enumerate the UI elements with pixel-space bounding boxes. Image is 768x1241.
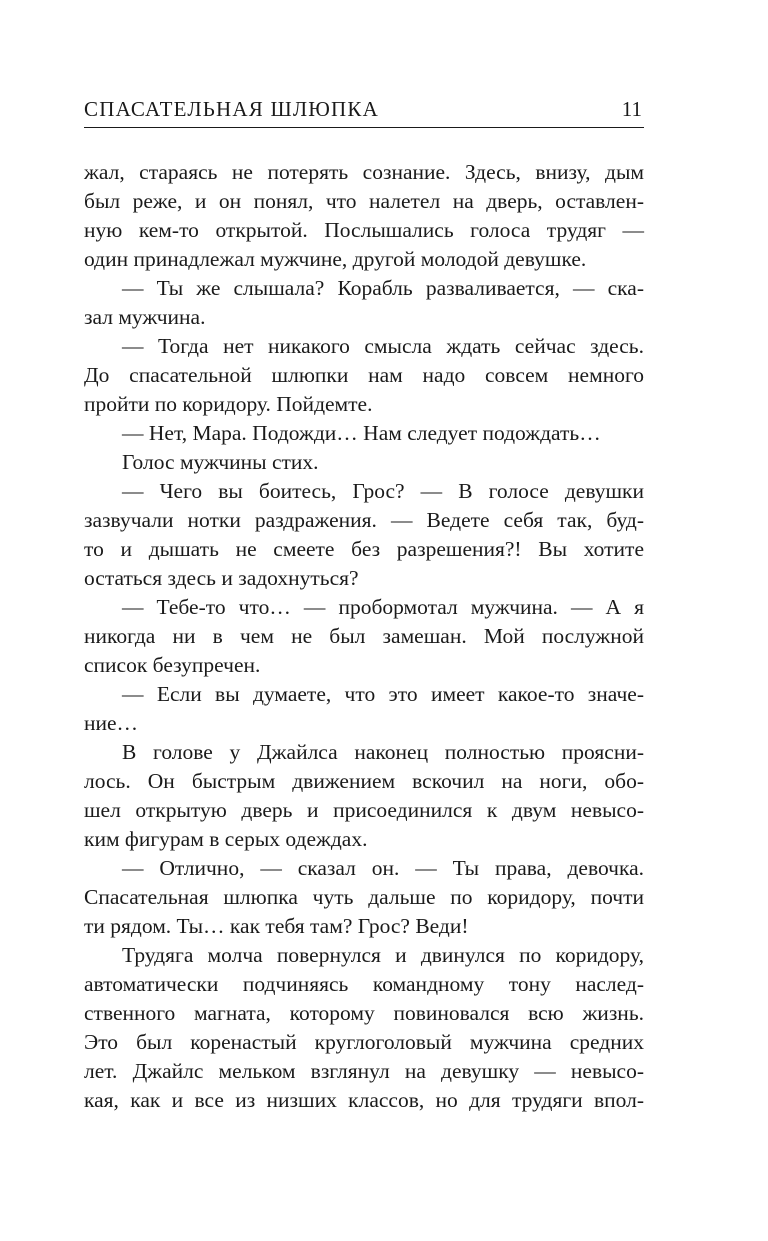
text-line: ким фигурам в серых одеждах. xyxy=(84,827,368,851)
text-line: то и дышать не смеете без разрешения?! Вы хотите xyxy=(84,537,644,561)
text-line: Трудяга молча повернулся и двинулся по коридору, xyxy=(122,943,644,967)
text-line: пройти по коридору. Пойдемте. xyxy=(84,392,373,416)
running-header xyxy=(84,97,644,128)
text-line: В голове у Джайлса наконец полностью проясни- xyxy=(122,740,644,764)
body-text xyxy=(84,158,644,1115)
text-line: ти рядом. Ты… как тебя там? Грос? Веди! xyxy=(84,914,469,938)
text-line: шел открытую дверь и присоединился к двум невысо- xyxy=(84,798,644,822)
text-line: ние… xyxy=(84,711,139,735)
text-line: — Если вы думаете, что это имеет какое-то значе- xyxy=(122,682,644,706)
text-line: — Тогда нет никакого смысла ждать сейчас здесь. xyxy=(122,334,644,358)
text-line: — Ты же слышала? Корабль разваливается, — ска- xyxy=(122,276,644,300)
text-line: — Отлично, — сказал он. — Ты права, девочка. xyxy=(122,856,644,880)
text-line: жал, стараясь не потерять сознание. Здесь, внизу, дым xyxy=(84,160,644,184)
page-number: 11 xyxy=(621,97,642,121)
text-line: кая, как и все из низших классов, но для трудяги впол- xyxy=(84,1088,644,1112)
text-line: никогда ни в чем не был замешан. Мой послужной xyxy=(84,624,644,648)
text-line: зал мужчина. xyxy=(84,305,206,329)
text-line: ную кем-то открытой. Послышались голоса трудяг — xyxy=(84,218,644,242)
text-line: список безупречен. xyxy=(84,653,261,677)
text-line: лет. Джайлс мельком взглянул на девушку — невысо- xyxy=(84,1059,644,1083)
text-line: один принадлежал мужчине, другой молодой девушке. xyxy=(84,247,587,271)
text-line: Это был коренастый круглоголовый мужчина средних xyxy=(84,1030,644,1054)
text-line: Спасательная шлюпка чуть дальше по коридору, почти xyxy=(84,885,644,909)
text-line: лось. Он быстрым движением вскочил на ноги, обо- xyxy=(84,769,644,793)
text-line: — Нет, Мара. Подожди… Нам следует подождать… xyxy=(122,421,601,445)
text-line: — Тебе-то что… — пробормотал мужчина. — А я xyxy=(122,595,644,619)
text-line: остаться здесь и задохнуться? xyxy=(84,566,359,590)
text-line: автоматически подчиняясь командному тону наслед- xyxy=(84,972,644,996)
text-line: ственного магната, которому повиновался всю жизнь. xyxy=(84,1001,644,1025)
running-title: СПАСАТЕЛЬНАЯ ШЛЮПКА xyxy=(84,97,379,121)
text-line: — Чего вы боитесь, Грос? — В голосе девушки xyxy=(122,479,644,503)
text-line: был реже, и он понял, что налетел на дверь, оставлен- xyxy=(84,189,644,213)
text-line: До спасательной шлюпки нам надо совсем немного xyxy=(84,363,644,387)
text-line: зазвучали нотки раздражения. — Ведете себя так, буд- xyxy=(84,508,644,532)
text-line: Голос мужчины стих. xyxy=(122,450,319,474)
